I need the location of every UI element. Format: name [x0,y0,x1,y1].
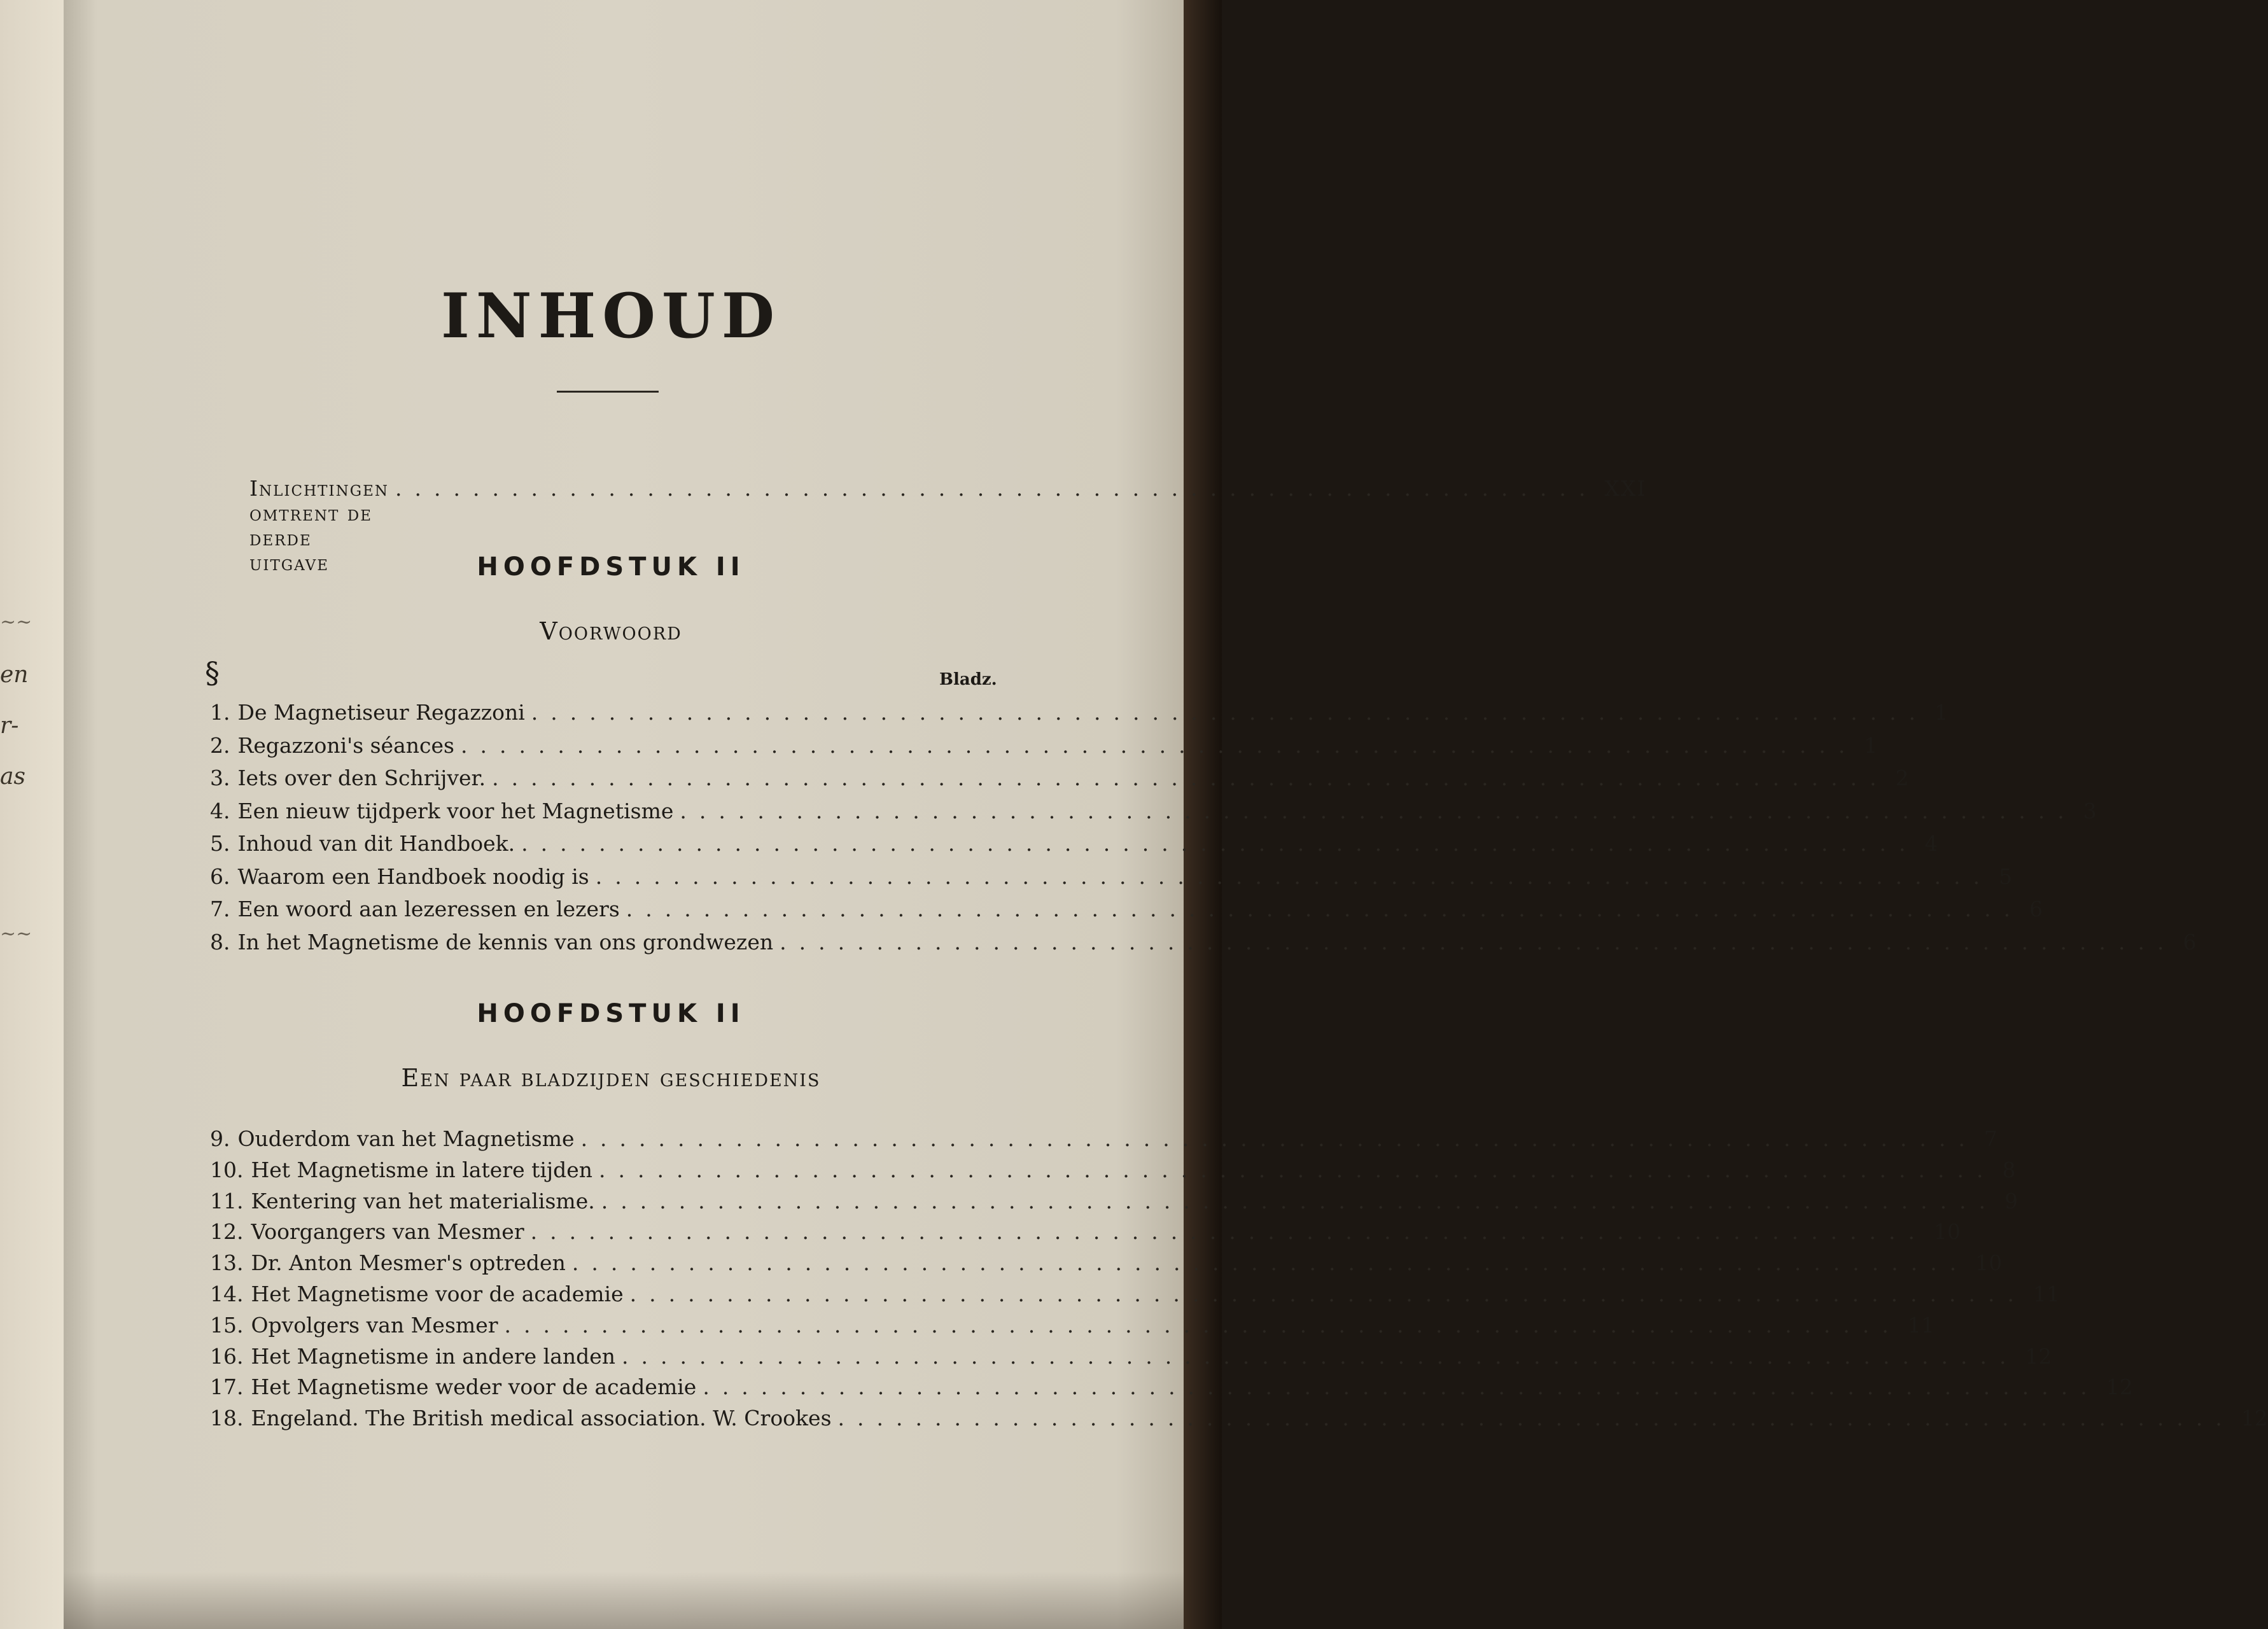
entry-number: 5. [210,831,230,856]
entry-number: 11. [210,1188,244,1213]
entry-number: 16. [210,1343,244,1369]
toc-entry [210,1157,2016,1182]
dot-leader: ........................................................................ [780,929,2177,954]
dot-leader: ........................................................................ [595,863,1992,889]
entry-number: 15. [210,1312,244,1338]
dot-leader: ........................................................................ [626,897,2024,921]
entry-title: Ouderdom van het Magnetisme [237,1126,575,1151]
chapter-subtitle: Voorwoord [540,617,682,645]
entry-page: 1 [1935,700,1949,725]
entry-title: Opvolgers van Mesmer [251,1312,498,1338]
entry-title: De Magnetiseur Regazzoni [237,700,525,725]
dot-leader: ........................................................................ [680,798,2077,823]
entry-page: 1 [1864,732,1878,758]
entry-page: 5 [1999,863,2012,889]
ornament: ~~ [0,611,32,633]
chapter-subtitle: Een paar bladzijden geschiedenis [401,1064,821,1092]
entry-title: In het Magnetisme de kennis van ons grondwezen [237,929,774,954]
toc-entry [210,1250,2003,1276]
entry-title: Dr. Anton Mesmer's optreden [251,1250,566,1276]
entry-number: 10. [210,1157,244,1182]
dot-leader: ........................................................................ [492,766,1889,790]
entry-page: 7 [1984,1126,1998,1151]
toc-entry [210,1374,2133,1400]
entry-title: Kentering van het materialisme. [251,1188,595,1213]
entry-title: Het Magnetisme voor de academie [251,1282,624,1306]
toc-entry [210,897,2043,921]
entry-number: 13. [210,1250,244,1276]
dot-leader: ........................................................................ [580,1126,1978,1151]
entry-number: 9. [210,1126,230,1151]
entry-title: Een nieuw tijdperk voor het Magnetisme [237,798,674,823]
left-page-fragment: as [0,764,25,790]
dot-leader: .............................................................. [395,476,1599,501]
entry-page: 12 [2241,1406,2268,1431]
dot-leader: ........................................................................ [460,732,1858,758]
page-title: INHOUD [441,280,781,352]
toc-entry [210,1343,2052,1369]
dot-leader: ........................................................................ [601,1188,1998,1213]
left-page-fragment: r- [0,713,19,739]
dot-leader: ........................................................................ [622,1343,2019,1369]
dot-leader: ........................................................................ [599,1157,1996,1182]
toc-entry [210,700,1949,725]
left-page-fragment: en [0,662,29,688]
toc-entry [210,1126,1998,1151]
dot-leader: ........................................................................ [531,700,1929,725]
toc-entry [210,766,1909,790]
page-column-label: Bladz. [939,670,997,689]
toc-entry [210,863,2012,889]
entry-page: 2 [1895,766,1909,790]
entry-number: 12. [210,1219,244,1245]
dot-leader: ........................................................................ [530,1219,1928,1245]
entry-title: Een woord aan lezeressen en lezers [237,897,620,921]
entry-title: Het Magnetisme in andere landen [251,1343,616,1369]
intro-page: XXI [1604,476,1647,501]
section-sign: § [205,655,220,690]
dot-leader: ........................................................................ [571,1250,1970,1276]
entry-number: 8. [210,929,230,954]
intro-label: Inlichtingen omtrent de derde uitgave [249,476,389,575]
entry-title: Inhoud van dit Handboek. [237,831,515,856]
entry-page: 6 [2029,897,2043,921]
entry-number: 3. [210,766,230,790]
entry-page: 11 [1907,1312,1935,1338]
title-rule [557,391,659,393]
dot-leader: ........................................................................ [629,1282,2027,1306]
entry-number: 18. [210,1406,244,1431]
entry-page: 6 [2183,929,2197,954]
toc-entry [210,1219,1961,1245]
entry-title: Iets over den Schrijver. [237,766,486,790]
toc-entry [210,1312,1935,1338]
page-shadow [64,1572,1184,1629]
dot-leader: ........................................................................ [521,831,1919,856]
toc-entry [210,732,1878,758]
chapter-heading: HOOFDSTUK II [477,999,745,1028]
dot-leader: ........................................................................ [504,1312,1901,1338]
toc-entry [210,929,2197,954]
entry-number: 14. [210,1282,244,1306]
entry-page: 9 [2005,1188,2018,1213]
entry-title: Voorgangers van Mesmer [251,1219,524,1245]
ornament: ~~ [0,923,32,945]
entry-page: 12 [2106,1374,2133,1400]
entry-page: 3 [2083,798,2097,823]
entry-number: 2. [210,732,230,758]
entry-title: Het Magnetisme weder voor de academie [251,1374,697,1400]
toc-entry [210,1188,2018,1213]
entry-number: 6. [210,863,230,889]
dot-leader: ........................................................................ [837,1406,2235,1431]
toc-entry [210,831,1938,856]
entry-number: 7. [210,897,230,921]
entry-number: 4. [210,798,230,823]
entry-title: Regazzoni's séances [237,732,454,758]
entry-page: 12 [2025,1343,2052,1369]
entry-title: Het Magnetisme in latere tijden [251,1157,593,1182]
entry-page: 10 [1975,1250,2003,1276]
entry-page: 10 [1933,1219,1961,1245]
toc-entry [210,1406,2268,1431]
entry-title: Engeland. The British medical association. W. Crookes [251,1406,832,1431]
entry-page: 8 [2002,1157,2016,1182]
chapter-heading: HOOFDSTUK II [477,552,745,582]
entry-number: 1. [210,700,230,725]
dot-leader: ........................................................................ [703,1374,2100,1400]
entry-title: Waarom een Handboek noodig is [237,863,589,889]
entry-page: 4 [1924,831,1938,856]
toc-entry [210,1282,2060,1306]
entry-page: 11 [2033,1282,2060,1306]
toc-entry [210,798,2097,823]
entry-number: 17. [210,1374,244,1400]
